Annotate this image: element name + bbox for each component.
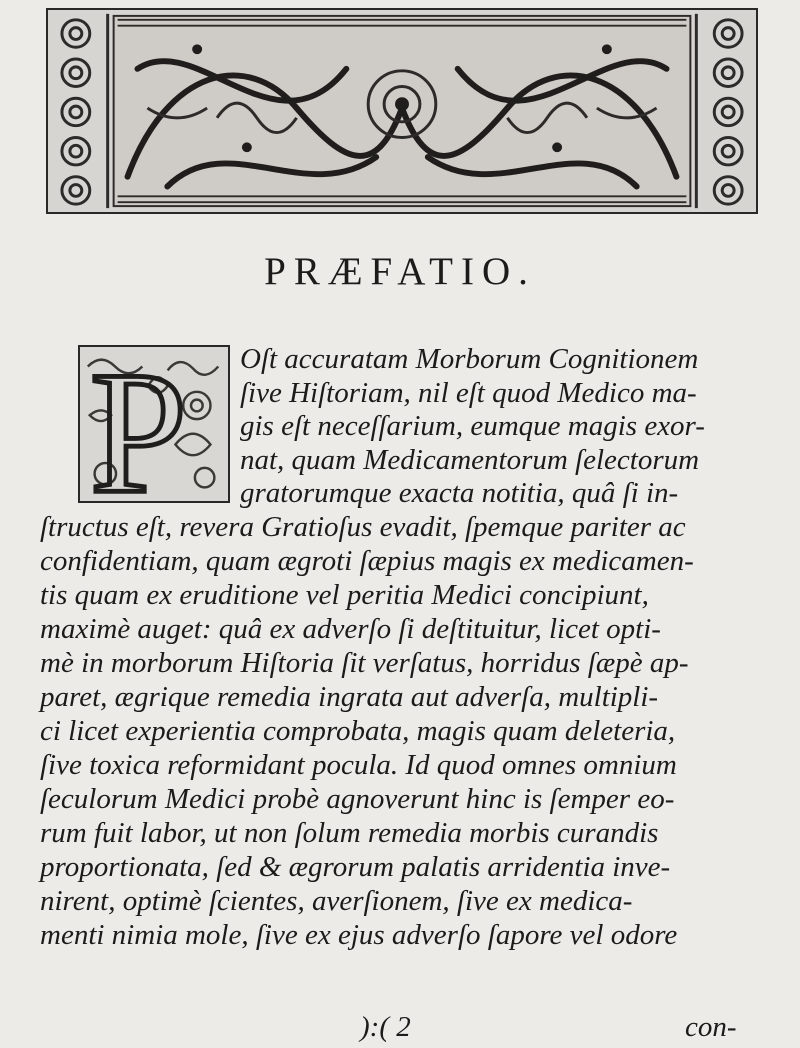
text-line: ci licet experientia comprobata, magis quam deleteria, [40, 715, 676, 747]
drop-cap-letter: P [89, 347, 188, 501]
text-line: ſive Hiſtoriam, nil eſt quod Medico ma- [240, 377, 697, 409]
text-line: maximè auget: quâ ex adverſo ſi deſtituitur, licet opti- [40, 613, 661, 645]
text-line: mè in morborum Hiſtoria ſit verſatus, horridus ſæpè ap- [40, 647, 689, 679]
catchword: con- [685, 1011, 737, 1043]
text-line: rum fuit labor, ut non ſolum remedia morbis curandis [40, 817, 659, 849]
text-line: Oſt accuratam Morborum Cognitionem [240, 343, 699, 375]
page-title: PRÆFATIO. [264, 250, 536, 293]
text-line: paret, ægrique remedia ingrata aut adverſa, multipli- [40, 681, 659, 713]
decorative-headpiece [46, 8, 758, 214]
text-line: confidentiam, quam ægroti ſæpius magis ex medicamen- [40, 545, 694, 577]
text-line: nirent, optimè ſcientes, averſionem, ſive ex medica- [40, 885, 633, 917]
text-line: proportionata, ſed & ægrorum palatis arridentia inve- [40, 851, 671, 883]
text-line: ſtructus eſt, revera Gratioſus evadit, ſpemque pariter ac [40, 511, 686, 543]
text-line: tis quam ex eruditione vel peritia Medici concipiunt, [40, 579, 649, 611]
text-line: gis eſt neceſſarium, eumque magis exor- [240, 410, 705, 442]
text-line: ſive toxica reformidant pocula. Id quod omnes omnium [40, 749, 677, 781]
decorated-initial-p [78, 345, 230, 503]
signature-mark: ):( 2 [360, 1011, 411, 1043]
text-line: ſeculorum Medici probè agnoverunt hinc is ſemper eo- [40, 783, 675, 815]
text-line: menti nimia mole, ſive ex ejus adverſo ſapore vel odore [40, 919, 678, 951]
text-line: nat, quam Medicamentorum ſelectorum [240, 444, 700, 476]
text-line: gratorumque exacta notitia, quâ ſi in- [240, 477, 679, 509]
